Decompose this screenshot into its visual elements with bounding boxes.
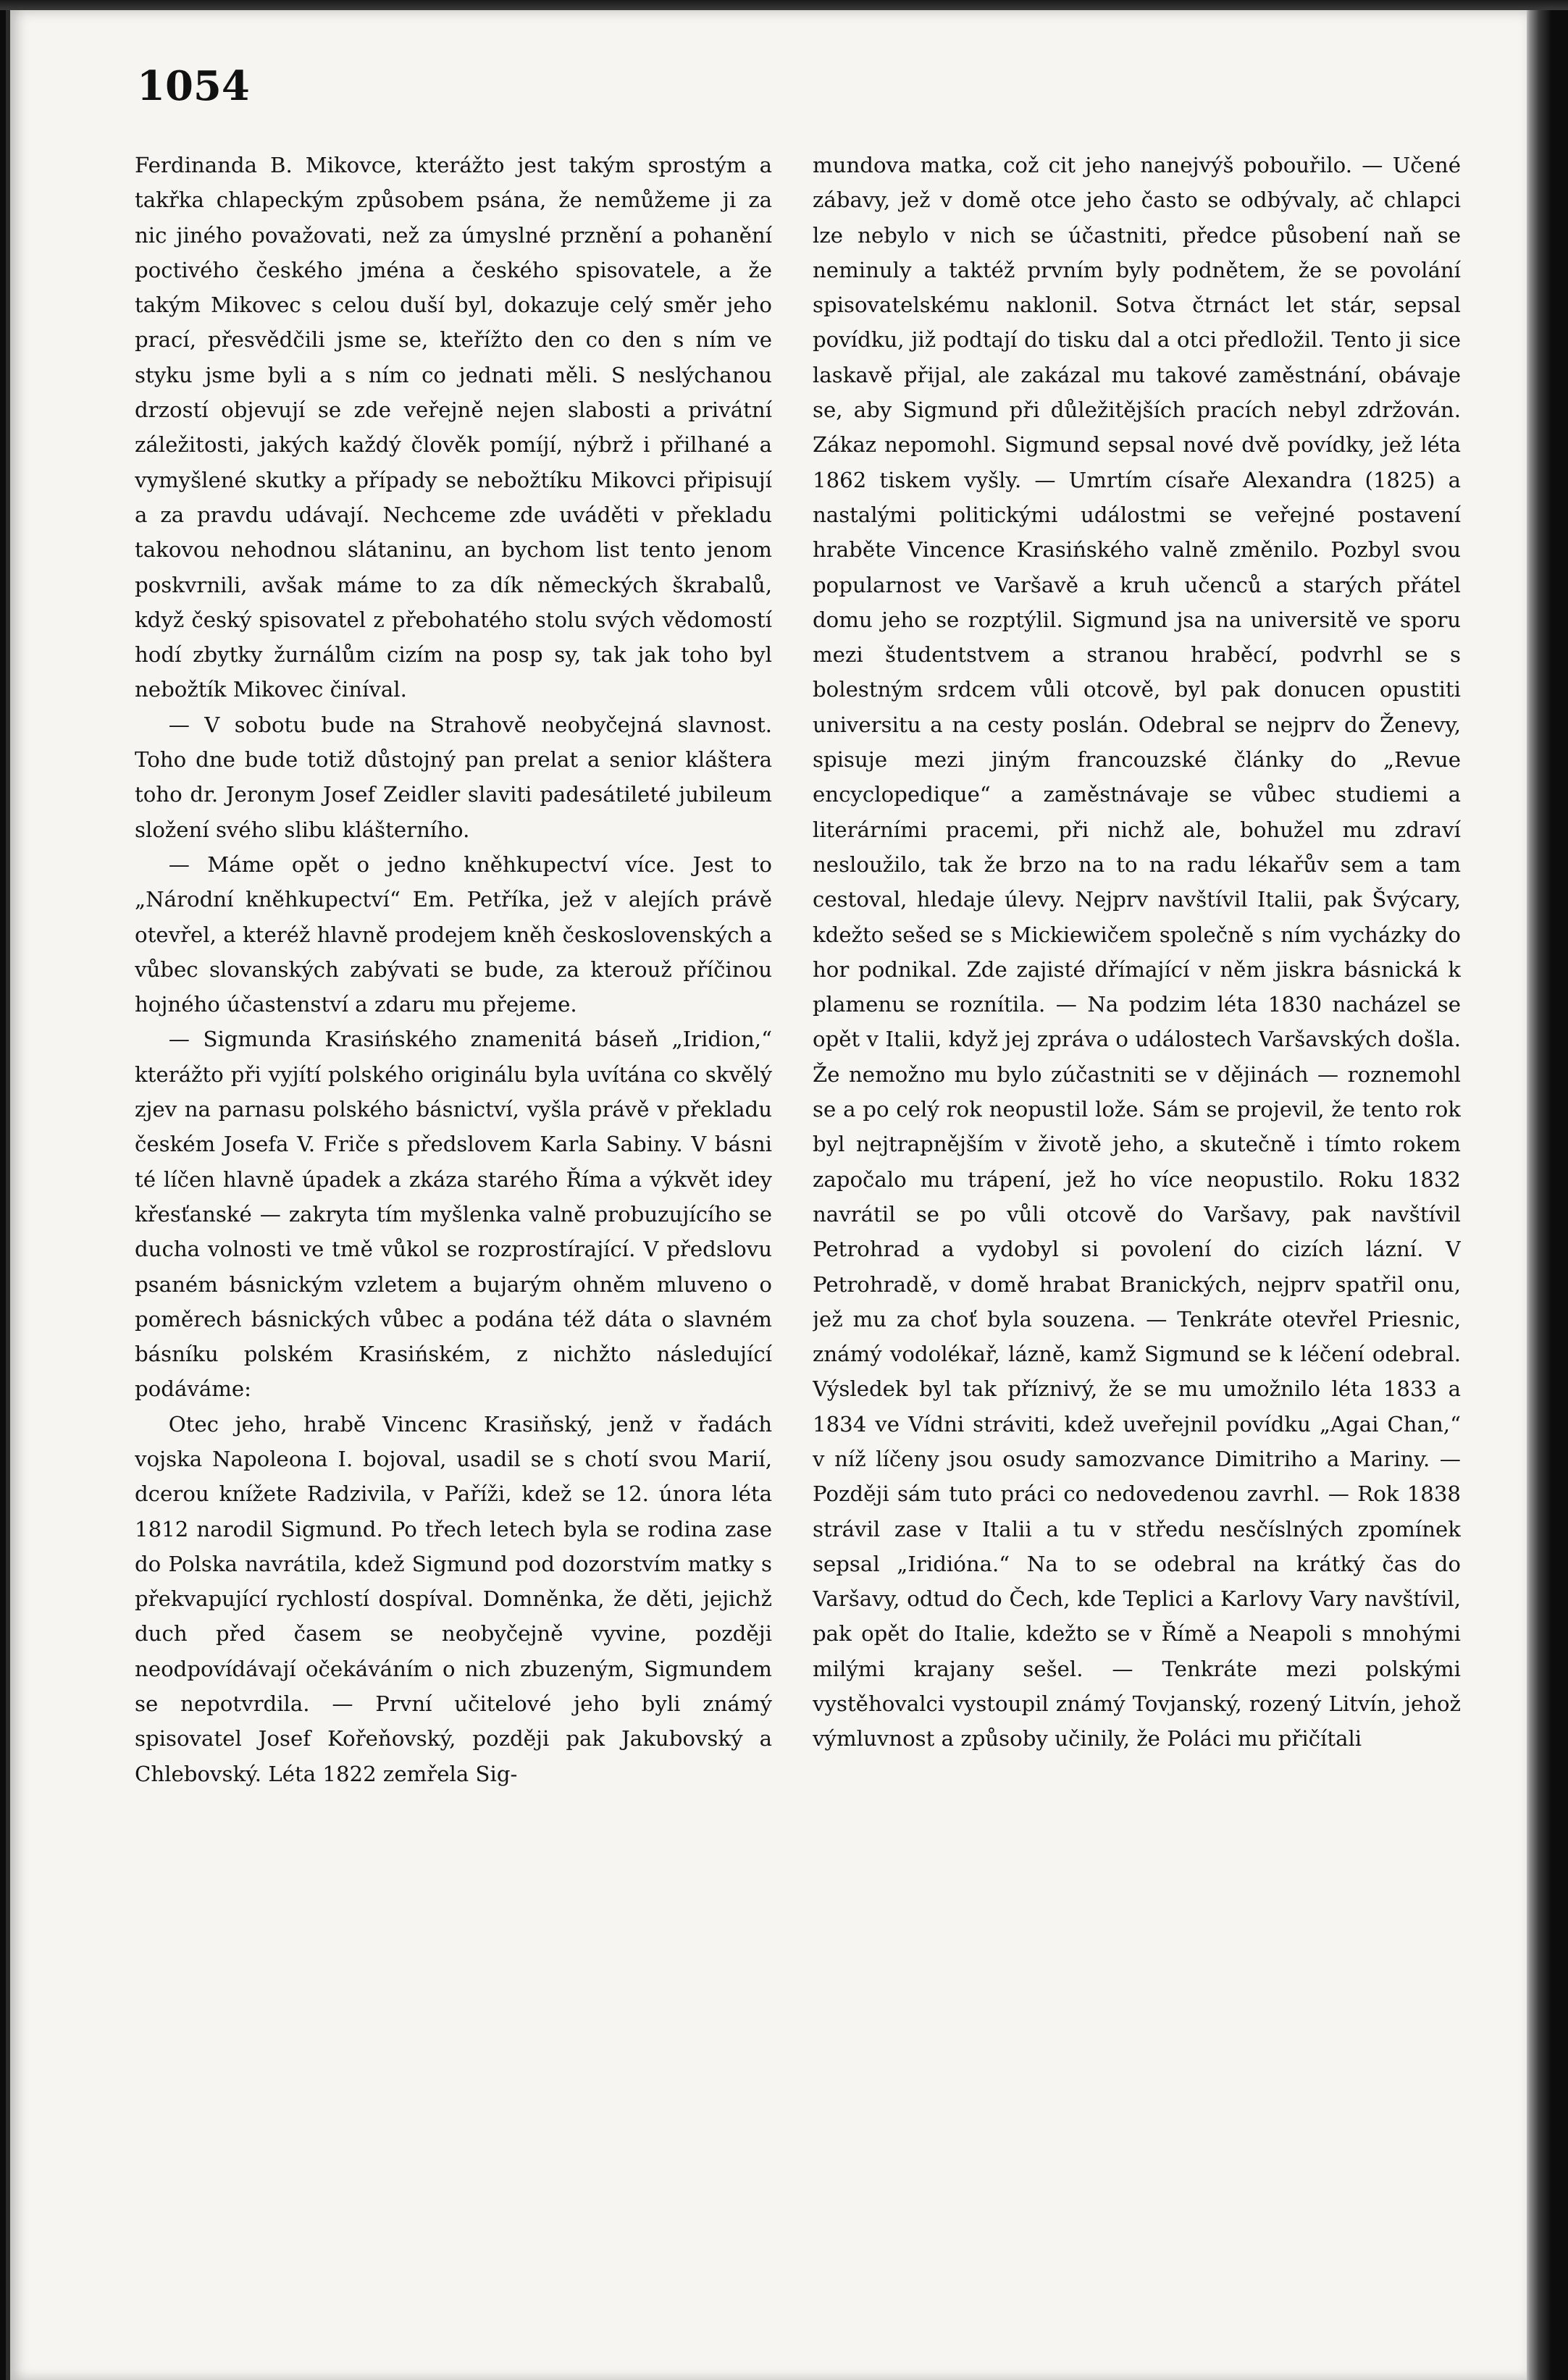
scan-border-top xyxy=(0,0,1568,10)
scan-border-right xyxy=(1527,10,1568,2380)
right-column xyxy=(813,148,1461,2284)
book-page xyxy=(6,10,1527,2380)
paragraph-national-bookshop: — Máme opět o jedno kněhkupectví více. Jest to „Národní kněhkupectví“ Em. Petříka, jež v alejích právě otevřel, a kteréž hlavně prodejem kněh československých a vůbec slovanských zabývati se bude, za kterouž příčinou hojného účastenství a zdaru mu přejeme. xyxy=(135,851,772,1017)
left-column xyxy=(135,148,772,2284)
paragraph-ferdinand-mikovec: Ferdinanda B. Mikovce, kterážto jest takým sprostým a takřka chlapeckým způsobem psána, že nemůžeme ji za nic jiného považovati, než za úmyslné prznění a pohanění poctivého českého jména a českého spisovatele, a že takým Mikovec s celou duší byl, dokazuje celý směr jeho prací, přesvědčili jsme se, kteřížto den co den s ním ve styku jsme byli a s ním co jednati měli. S neslýchanou drzostí objevují se zde veřejně nejen slabosti a privátní záležitosti, jakých každý člověk pomíjí, nýbrž i přilhané a vymyšlené skutky a případy se nebožtíku Mikovci připisují a za pravdu udávají. Nechceme zde uváděti v překladu takovou nehodnou slátaninu, an bychom list tento jenom poskvrnili, avšak máme to za dík německých škrabalů, když český spisovatel z přebohatého stolu svých vědomostí hodí zbytky žurnálům cizím na posp sy, tak jak toho byl nebožtík Mikovec činíval. xyxy=(135,153,772,702)
page-number: 1054 xyxy=(137,62,250,110)
paragraph-krasinski-biography: Otec jeho, hrabě Vincenc Krasiňský, jenž v řadách vojska Napoleona I. bojoval, usadil se s chotí svou Marií, dcerou knížete Radzivila, v Paříži, kdež se 12. února léta 1812 narodil Sigmund. Po třech letech byla se rodina zase do Polska navrátila, kdež Sigmund pod dozorstvím matky s překvapující rychlostí dospíval. Domněnka, že děti, jejichž duch před časem se neobyčejně vyvine, později neodpovídávají očekáváním o nich zbuzeným, Sigmundem se nepotvrdila. — První učitelové jeho byli známý spisovatel Josef Kořeňovský, později pak Jakubovský a Chlebovský. Léta 1822 zemřela Sig- xyxy=(135,1411,772,1786)
paragraph-iridion-translation: — Sigmunda Krasińského znamenitá báseň „Iridion,“ kterážto při vyjítí polského originálu byla uvítána co skvělý zjev na parnasu polského básnictví, vyšla právě v překladu českém Josefa V. Friče s předslovem Karla Sabiny. V básni té líčen hlavně úpadek a zkáza starého Říma a výkvět idey křesťanské — zakryta tím myšlenka valně probuzujícího se ducha volnosti ve tmě vůkol se rozprostírající. V předslovu psaném básnickým vzletem a bujarým ohněm mluveno o poměrech básnických vůbec a podána též dáta o slavném básníku polském Krasińském, z nichžto následující podáváme: xyxy=(135,1027,772,1402)
paragraph-krasinski-biography-continued: mundova matka, což cit jeho nanejvýš pobouřilo. — Učené zábavy, jež v domě otce jeho často se odbývaly, ač chlapci lze nebylo v nich se účastniti, předce působení naň se neminuly a taktéž prvním byly podnětem, že se povolání spisovatelskému naklonil. Sotva čtrnáct let stár, sepsal povídku, již podtají do tisku dal a otci předložil. Tento ji sice laskavě přijal, ale zakázal mu takové zaměstnání, obávaje se, aby Sigmund při důležitějších pracích nebyl zdržován. Zákaz nepomohl. Sigmund sepsal nové dvě povídky, jež léta 1862 tiskem vyšly. — Umrtím císaře Alexandra (1825) a nastalými politickými událostmi se veřejné postavení hraběte Vincence Krasińského valně změnilo. Pozbyl svou popularnost ve Varšavě a kruh učenců a starých přátel domu jeho se rozptýlil. Sigmund jsa na universitě ve sporu mezi študentstvem a stranou hraběcí, podvrhl se s bolestným srdcem vůli otcově, byl pak donucen opustiti universitu a na cesty poslán. Odebral se nejprv do Ženevy, spisuje mezi jiným francouzské články do „Revue encyclopedique“ a zaměstnávaje se vůbec studiemi a literárními pracemi, při nichž ale, bohužel mu zdraví nesloužilo, tak že brzo na to na radu lékařův sem a tam cestoval, hledaje úlevy. Nejprv navštívil Italii, pak Švýcary, kdežto sešed se s Mickiewičem společně s ním vycházky do hor podnikal. Zde zajisté dřímající v něm jiskra básnická k plamenu se roznítila. — Na podzim léta 1830 nacházel se opět v Italii, když jej zpráva o událostech Varšavských došla. Že nemožno mu bylo zúčastniti se v dějinách — roznemohl se a po celý rok neopustil lože. Sám se projevil, že tento rok byl nejtrapnějším v životě jeho, a skutečně i tímto rokem započalo mu trápení, jež ho více neopustilo. Roku 1832 navrátil se po vůli otcově do Varšavy, pak navštívil Petrohrad a vydobyl si povolení do cizích lázní. V Petrohradě, v domě hrabat Branických, nejprv spatřil onu, jež mu za choť byla souzena. — Tenkráte otevřel Priesnic, známý vodolékař, lázně, kamž Sigmund se k léčení odebral. Výsledek byl tak příznivý, že se mu umožnilo léta 1833 a 1834 ve Vídni stráviti, kdež uveřejnil povídku „Agai Chan,“ v níž líčeny jsou osudy samozvance Dimitriho a Mariny. — Později sám tuto práci co nedovedenou zavrhl. — Rok 1838 strávil zase v Italii a tu v středu nesčíslných zpomínek sepsal „Iridióna.“ Na to se odebral na krátký čas do Varšavy, odtud do Čech, kde Teplici a Karlovy Vary navštívil, pak opět do Italie, kdežto se v Římě a Neapoli s mnohými milými krajany sešel. — Tenkráte mezi polskými vystěhovalci vystoupil známý Tovjanský, rozený Litvín, jehož výmluvnost a způsoby učinily, že Poláci mu přičítali xyxy=(813,153,1461,1752)
paragraph-strahov-celebration: — V sobotu bude na Strahově neobyčejná slavnost. Toho dne bude totiž důstojný pan prelat a senior kláštera toho dr. Jeronym Josef Zeidler slaviti padesátileté jubileum složení svého slibu klášterního. xyxy=(135,712,772,842)
